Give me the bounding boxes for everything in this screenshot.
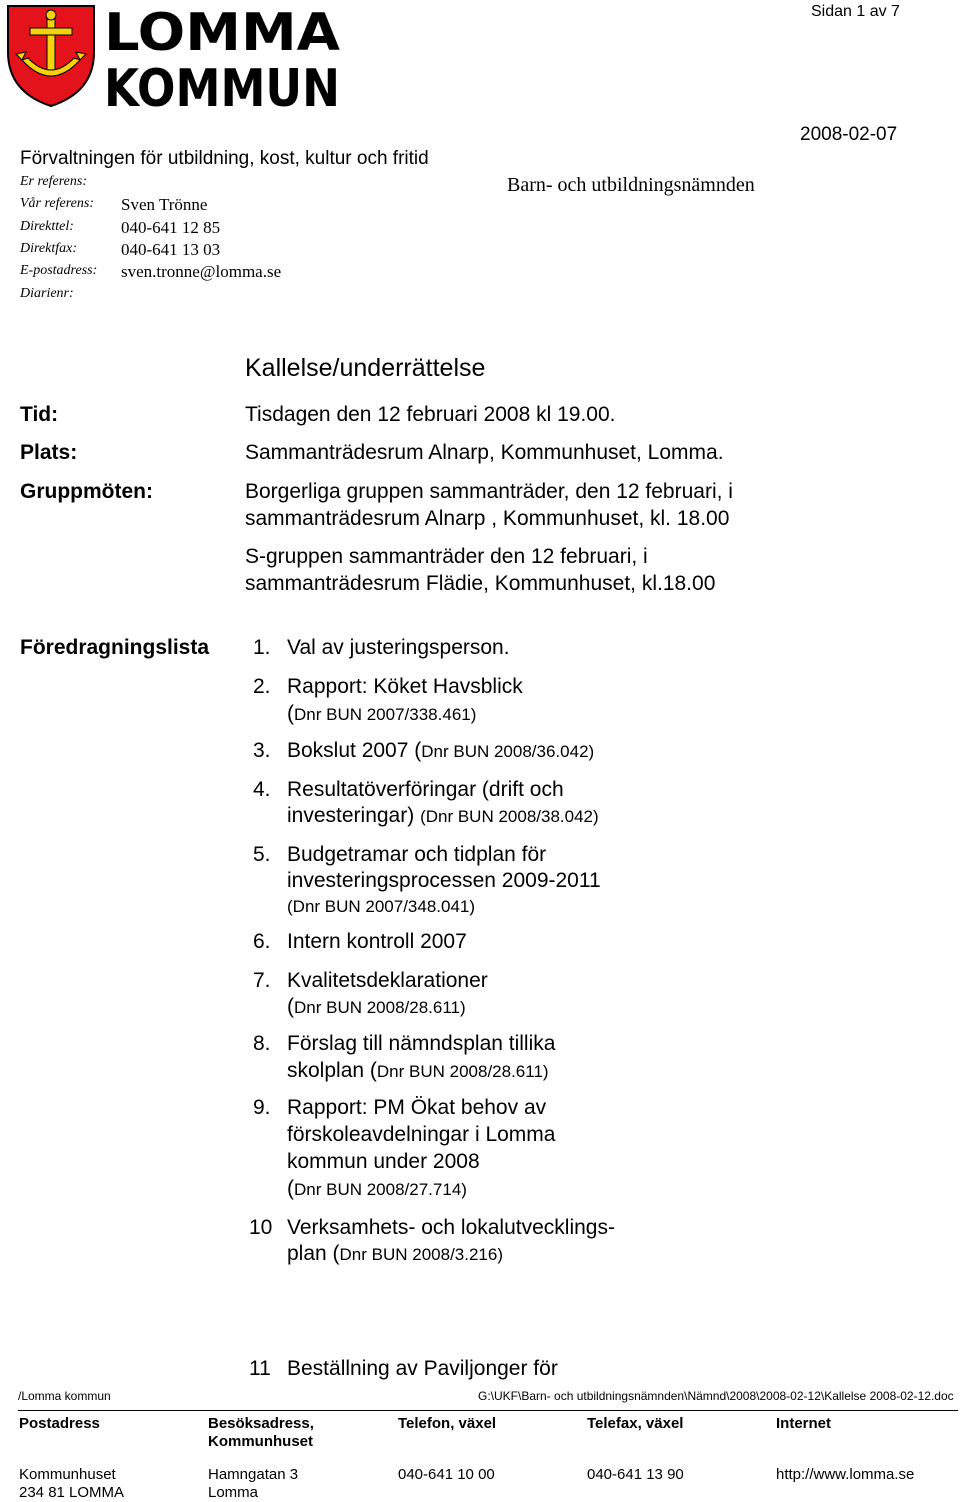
agenda-item-text: kommun under 2008 <box>287 1150 480 1173</box>
agenda-item-number: 11 <box>249 1357 271 1380</box>
agenda-item-text: Budgetramar och tidplan för <box>287 843 547 866</box>
footer-divider <box>18 1410 958 1411</box>
footer-heading: Besöksadress, Kommunhuset <box>208 1415 314 1450</box>
agenda-item-ref: (Dnr BUN 2007/338.461) <box>287 702 477 725</box>
footer-heading: Telefax, växel <box>587 1415 684 1432</box>
agenda-item-number: 1. <box>253 636 271 659</box>
agenda-item-ref: (Dnr BUN 2008/28.611) <box>287 995 466 1018</box>
agenda-item-ref: (Dnr BUN 2007/348.041) <box>287 897 476 916</box>
agenda-item-ref: (Dnr BUN 2008/27.714) <box>287 1177 467 1200</box>
agenda-item-text: Val av justeringsperson. <box>287 636 510 659</box>
group-meeting-line: sammanträdesrum Flädie, Kommunhuset, kl.18.00 <box>245 572 716 595</box>
agenda-item-text: Intern kontroll 2007 <box>287 930 467 953</box>
reference-label: Diarienr: <box>20 286 74 301</box>
footer-fax: 040-641 13 90 <box>587 1466 684 1483</box>
reference-value: 040-641 13 03 <box>121 240 221 259</box>
footer-heading: Telefon, växel <box>398 1415 497 1432</box>
footer-file-path: G:\UKF\Barn- och utbildningsnämnden\Nämnd\2008\2008-02-12\Kallelse 2008-02-12.doc <box>478 1389 954 1403</box>
agenda-item-text: Förslag till nämndsplan tillika <box>287 1032 556 1055</box>
footer-phone: 040-641 10 00 <box>398 1466 495 1483</box>
group-meeting-line: S-gruppen sammanträder den 12 februari, i <box>245 545 648 568</box>
agenda-item-number: 2. <box>253 675 271 698</box>
place-label: Plats: <box>20 441 78 464</box>
agenda-item-number: 7. <box>253 969 271 992</box>
footer-value: Kommunhuset 234 81 LOMMA <box>19 1466 125 1501</box>
agenda-item-number: 6. <box>253 930 271 953</box>
page-number: Sidan 1 av 7 <box>811 3 900 20</box>
agenda-item-number: 9. <box>253 1096 271 1119</box>
agenda-item-number: 8. <box>253 1032 271 1055</box>
footer-heading: Internet <box>776 1415 832 1432</box>
email-value: sven.tronne@lomma.se <box>121 262 282 281</box>
reference-label: Direkttel: <box>20 219 74 234</box>
agenda-item-number: 10 <box>249 1216 273 1239</box>
time-value: Tisdagen den 12 februari 2008 kl 19.00. <box>245 403 616 426</box>
reference-value: Sven Trönne <box>121 195 208 214</box>
reference-value: 040-641 12 85 <box>121 218 221 237</box>
document-date: 2008-02-07 <box>800 124 898 145</box>
committee-name: Barn- och utbildningsnämnden <box>507 174 755 196</box>
reference-label: E-postadress: <box>20 263 98 278</box>
agenda-item-text: Bokslut 2007 (Dnr BUN 2008/36.042) <box>287 739 595 762</box>
footer-website-link[interactable]: http://www.lomma.se <box>776 1466 915 1483</box>
agenda-item-number: 5. <box>253 843 271 866</box>
group-meeting-line: sammanträdesrum Alnarp , Kommunhuset, kl. 18.00 <box>245 507 730 530</box>
lomma-kommun-logo <box>0 0 345 119</box>
svg-text:KOMMUN: KOMMUN <box>104 59 340 119</box>
agenda-item-ref: plan (Dnr BUN 2008/3.216) <box>287 1242 504 1265</box>
reference-label: Direktfax: <box>20 241 78 256</box>
agenda-item-number: 3. <box>253 739 271 762</box>
notice-title: Kallelse/underrättelse <box>245 354 486 382</box>
reference-label: Vår referens: <box>20 196 94 211</box>
agenda-label: Föredragningslista <box>20 636 210 659</box>
place-value: Sammanträdesrum Alnarp, Kommunhuset, Lomma. <box>245 441 724 464</box>
time-label: Tid: <box>20 403 59 426</box>
department-name: Förvaltningen för utbildning, kost, kultur och fritid <box>20 148 429 169</box>
group-meetings-label: Gruppmöten: <box>20 480 153 503</box>
agenda-item-text: Kvalitetsdeklarationer <box>287 969 488 992</box>
agenda-item-text: Rapport: PM Ökat behov av <box>287 1096 547 1119</box>
agenda-item-text: Rapport: Köket Havsblick <box>287 675 523 698</box>
reference-label: Er referens: <box>20 174 87 189</box>
agenda-item-text: Beställning av Paviljonger för <box>287 1357 558 1380</box>
agenda-item-text: Verksamhets- och lokalutvecklings- <box>287 1216 615 1239</box>
agenda-item-text: förskoleavdelningar i Lomma <box>287 1123 556 1146</box>
agenda-item-ref: investeringar) (Dnr BUN 2008/38.042) <box>287 804 599 827</box>
svg-text:LOMMA: LOMMA <box>104 3 340 63</box>
agenda-item-number: 4. <box>253 778 271 801</box>
footer-org: /Lomma kommun <box>18 1389 111 1403</box>
agenda-item-text: investeringsprocessen 2009-2011 <box>287 869 601 892</box>
footer-value: Hamngatan 3 Lomma <box>208 1466 299 1501</box>
footer-heading: Postadress <box>19 1415 100 1432</box>
agenda-item-ref: skolplan (Dnr BUN 2008/28.611) <box>287 1059 549 1082</box>
agenda-item-text: Resultatöverföringar (drift och <box>287 778 564 801</box>
group-meeting-line: Borgerliga gruppen sammanträder, den 12 februari, i <box>245 480 733 503</box>
